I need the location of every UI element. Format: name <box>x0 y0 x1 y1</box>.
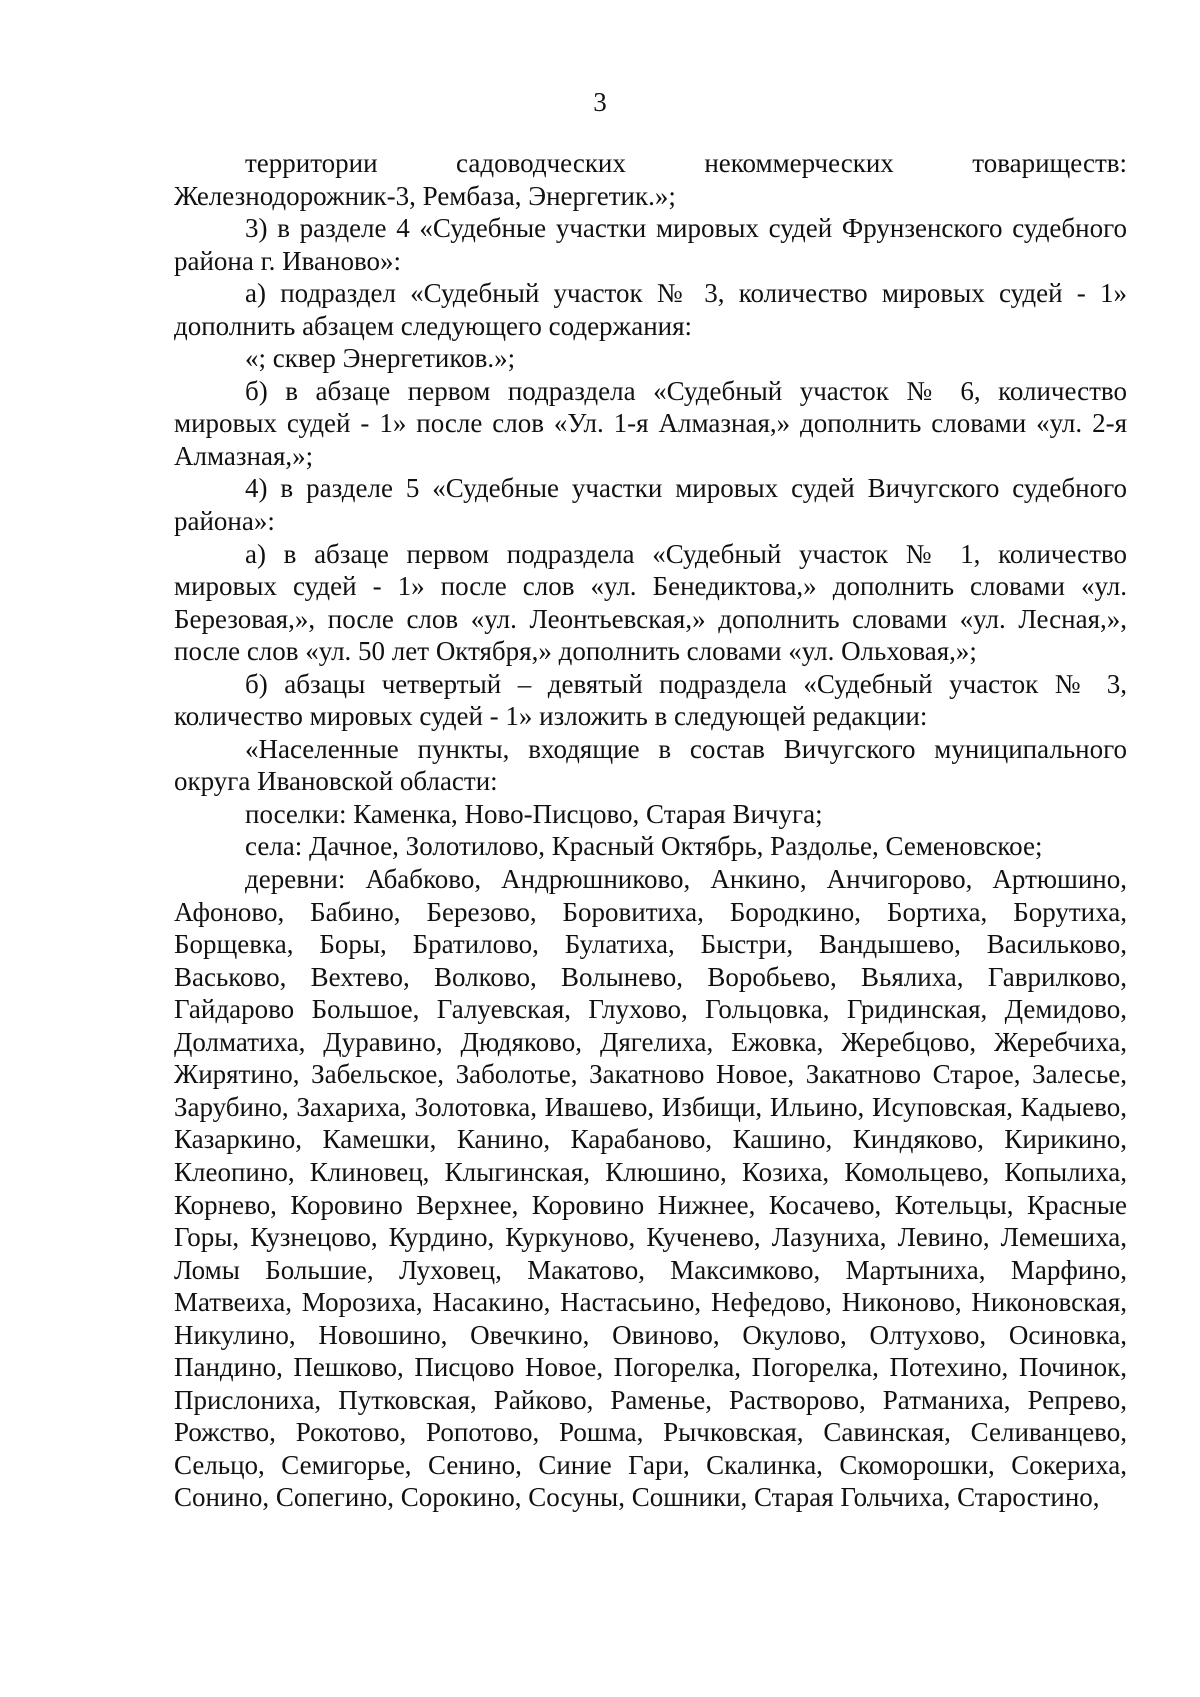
paragraph-settlements-derevni: деревни: Абабково, Андрюшниково, Анкино, Анчигорово, Артюшино, Афоново, Бабино, Березово, Боровитиха, Бородкино, Бортиха, Борутиха, Борщевка, Боры, Братилово, Булатиха, Быстри, Вандышево, Васильково, Васьково, Вехтево, Волково, Волынево, Воробьево, Вьялиха, Гаврилково, Гайдарово Большое, Галуевская, Глухово, Гольцовка, Гридинская, Демидово, Долматиха, Дуравино, Дюдяково, Дягелиха, Ежовка, Жеребцово, Жеребчиха, Жирятино, Забельское, Заболотье, Закатново Новое, Закатново Старое, Залесье, Зарубино, Захариха, Золотовка, Ивашево, Избищи, Ильино, Исуповская, Кадыево, Казаркино, Камешки, Канино, Карабаново, Кашино, Киндяково, Кирикино, Клеопино, Клиновец, Клыгинская, Клюшино, Козиха, Комольцево, Копылиха, Корнево, Коровино Верхнее, Коровино Нижнее, Косачево, Котельцы, Красные Горы, Кузнецово, Курдино, Куркуново, Кученево, Лазуниха, Левино, Лемешиха, Ломы Большие, Луховец, Макатово, Максимково, Мартыниха, Марфино, Матвеиха, Морозиха, Насакино, Настасьино, Нефедово, Никоново, Никоновская, Никулино, Новошино, Овечкино, Овиново, Окулово, Олтухово, Осиновка, Пандино, Пешково, Писцово Новое, Погорелка, Погорелка, Потехино, Починок, Прислониха, Путковская, Райково, Раменье, Растворово, Ратманиха, Репрево, Рожство, Рокотово, Ропотово, Рошма, Рычковская, Савинская, Селиванцево, Сельцо, Семигорье, Сенино, Синие Гари, Скалинка, Скоморошки, Сокериха, Сонино, Сопегино, Сорокино, Сосуны, Сошники, Старая Гольчиха, Старостино, <box>174 864 1127 1513</box>
paragraph-territories-continuation: территории садоводческих некоммерческих товариществ: Железнодорожник-3, Рембаза, Энергетик.»; <box>174 148 1127 211</box>
paragraph-settlements-sela: села: Дачное, Золотилово, Красный Октябрь, Раздолье, Семеновское; <box>245 831 1043 862</box>
paragraph-settlements-intro: «Населенные пункты, входящие в состав Вичугского муниципального округа Ивановской области: <box>174 733 1127 797</box>
page-number: 3 <box>593 87 607 117</box>
paragraph-item-4a: а) в абзаце первом подраздела «Судебный участок № 1, количество мировых судей - 1» после слов «ул. Бенедиктова,» дополнить словами «ул. Березовая,», после слов «ул. Леонтьевская,» дополнить словами «ул. Лесная,», после слов «ул. 50 лет Октября,» дополнить словами «ул. Ольховая,»; <box>174 538 1127 667</box>
document-body <box>174 147 1127 1514</box>
paragraph-item-3: 3) в разделе 4 «Судебные участки мировых судей Фрунзенского судебного района г. Иваново»: <box>174 213 1127 276</box>
paragraph-item-4b: б) абзацы четвертый – девятый подраздела «Судебный участок № 3, количество мировых судей - 1» изложить в следующей редакции: <box>174 668 1127 732</box>
paragraph-item-3a: а) подраздел «Судебный участок № 3, количество мировых судей - 1» дополнить абзацем следующего содержания: <box>174 278 1127 341</box>
paragraph-settlements-posyolki: поселки: Каменка, Ново-Писцово, Старая Вичуга; <box>245 798 823 829</box>
paragraph-inserted-text: «; сквер Энергетиков.»; <box>245 343 516 374</box>
paragraph-item-4: 4) в разделе 5 «Судебные участки мировых судей Вичугского судебного района»: <box>174 473 1127 537</box>
paragraph-item-3b: б) в абзаце первом подраздела «Судебный участок № 6, количество мировых судей - 1» после слов «Ул. 1-я Алмазная,» дополнить словами «ул. 2-я Алмазная,»; <box>174 375 1127 471</box>
